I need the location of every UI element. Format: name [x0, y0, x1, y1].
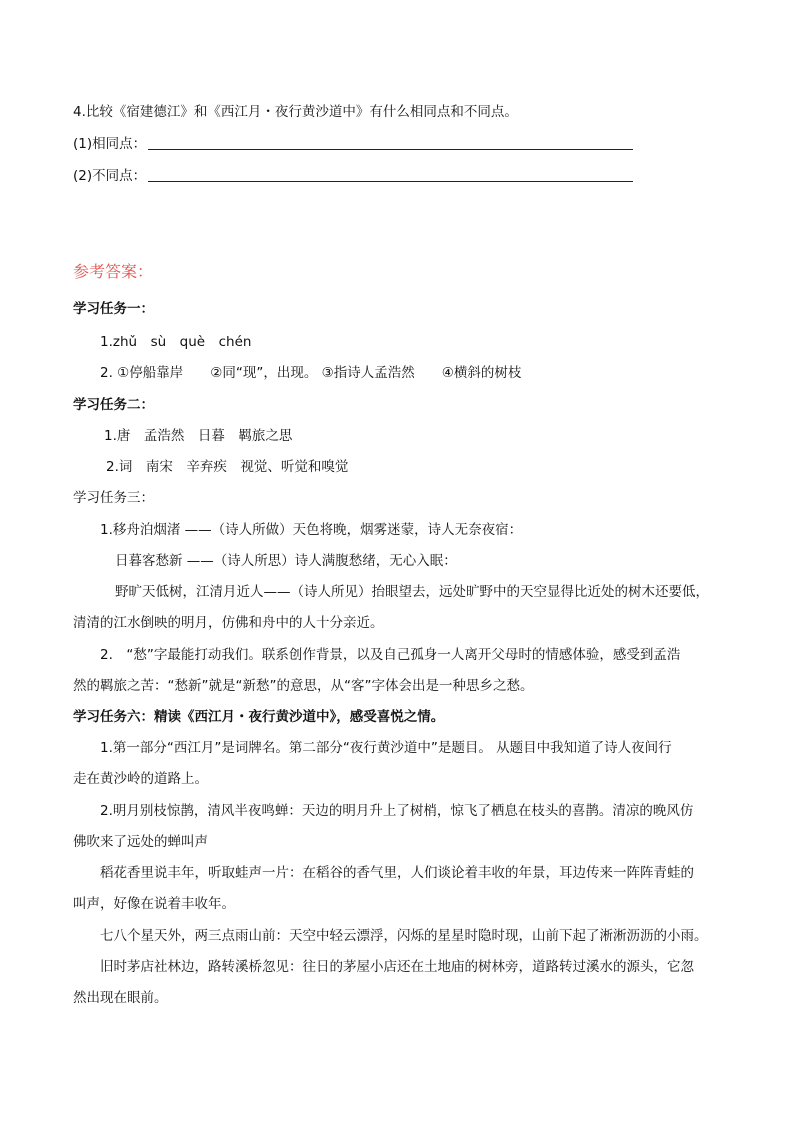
task-6-line-1: 1.第一部分“西江月”是词牌名。第二部分“夜行黄沙道中”是题目。 从题目中我知道了诗人夜间行	[100, 740, 672, 756]
reference-answers-heading: 参考答案：	[73, 262, 154, 281]
task-6-line-9: 然出现在眼前。	[73, 990, 168, 1006]
differences-answer-line[interactable]	[148, 181, 633, 182]
task-6-line-2: 走在黄沙岭的道路上。	[73, 771, 208, 787]
task-2-line-2: 2.词 南宋 辛弃疾 视觉、听觉和嗅觉	[106, 459, 349, 475]
task-1-line-2: 2. ①停船靠岸 ②同“现”，出现。 ③指诗人孟浩然 ④横斜的树枝	[100, 365, 522, 381]
task-6-line-8: 旧时茅店社林边，路转溪桥忽见：往日的茅屋小店还在土地庙的树林旁，道路转过溪水的源头，它忽	[100, 959, 694, 975]
task-6-line-3: 2.明月别枝惊鹊，清风半夜鸣蝉：天边的明月升上了树梢，惊飞了栖息在枝头的喜鹊。清凉的晚风仿	[100, 803, 694, 819]
task-6-line-5: 稻花香里说丰年，听取蛙声一片：在稻谷的香气里，人们谈论着丰收的年景，耳边传来一阵阵青蛙的	[100, 865, 694, 881]
task-3-line-6: 然的羁旅之苦：“愁新”就是“新愁”的意思，从“客”字体会出是一种思乡之愁。	[73, 678, 534, 694]
task-6-line-7: 七八个星天外，两三点雨山前：天空中轻云漂浮，闪烁的星星时隐时现，山前下起了淅淅沥沥的小雨。	[100, 928, 708, 944]
similarities-answer-line[interactable]	[148, 149, 633, 150]
task-3-line-4: 清清的江水倒映的明月，仿佛和舟中的人十分亲近。	[73, 615, 384, 631]
task-3-line-3: 野旷天低树，江清月近人——（诗人所见）抬眼望去，远处旷野中的天空显得比近处的树木还要低，	[115, 584, 709, 600]
task-3-title: 学习任务三：	[73, 490, 154, 506]
question-4-similarities-label: (1)相同点：	[73, 136, 147, 152]
task-1-title: 学习任务一：	[73, 301, 154, 317]
task-6-title: 学习任务六：精读《西江月・夜行黄沙道中》，感受喜悦之情。	[73, 709, 445, 725]
task-1-line-1: 1.zhǔ sù què chén	[100, 334, 252, 350]
task-6-line-4: 佛吹来了远处的蝉叫声	[73, 834, 208, 850]
task-2-title: 学习任务二：	[73, 397, 154, 413]
task-3-line-5: 2. “愁”字最能打动我们。联系创作背景，以及自己孤身一人离开父母时的情感体验，感受到孟浩	[100, 647, 681, 663]
question-4-prompt: 4.比较《宿建德江》和《西江月・夜行黄沙道中》有什么相同点和不同点。	[73, 104, 518, 120]
task-3-line-1: 1.移舟泊烟渚 ——（诗人所做）天色将晚，烟雾迷蒙，诗人无奈夜宿：	[100, 522, 523, 538]
question-4-differences-label: (2)不同点：	[73, 168, 147, 184]
task-6-line-6: 叫声，好像在说着丰收年。	[73, 896, 235, 912]
task-3-line-2: 日暮客愁新 ——（诗人所思）诗人满腹愁绪，无心入眠：	[115, 553, 457, 569]
task-2-line-1: 1.唐 孟浩然 日暮 羁旅之思	[104, 428, 293, 444]
